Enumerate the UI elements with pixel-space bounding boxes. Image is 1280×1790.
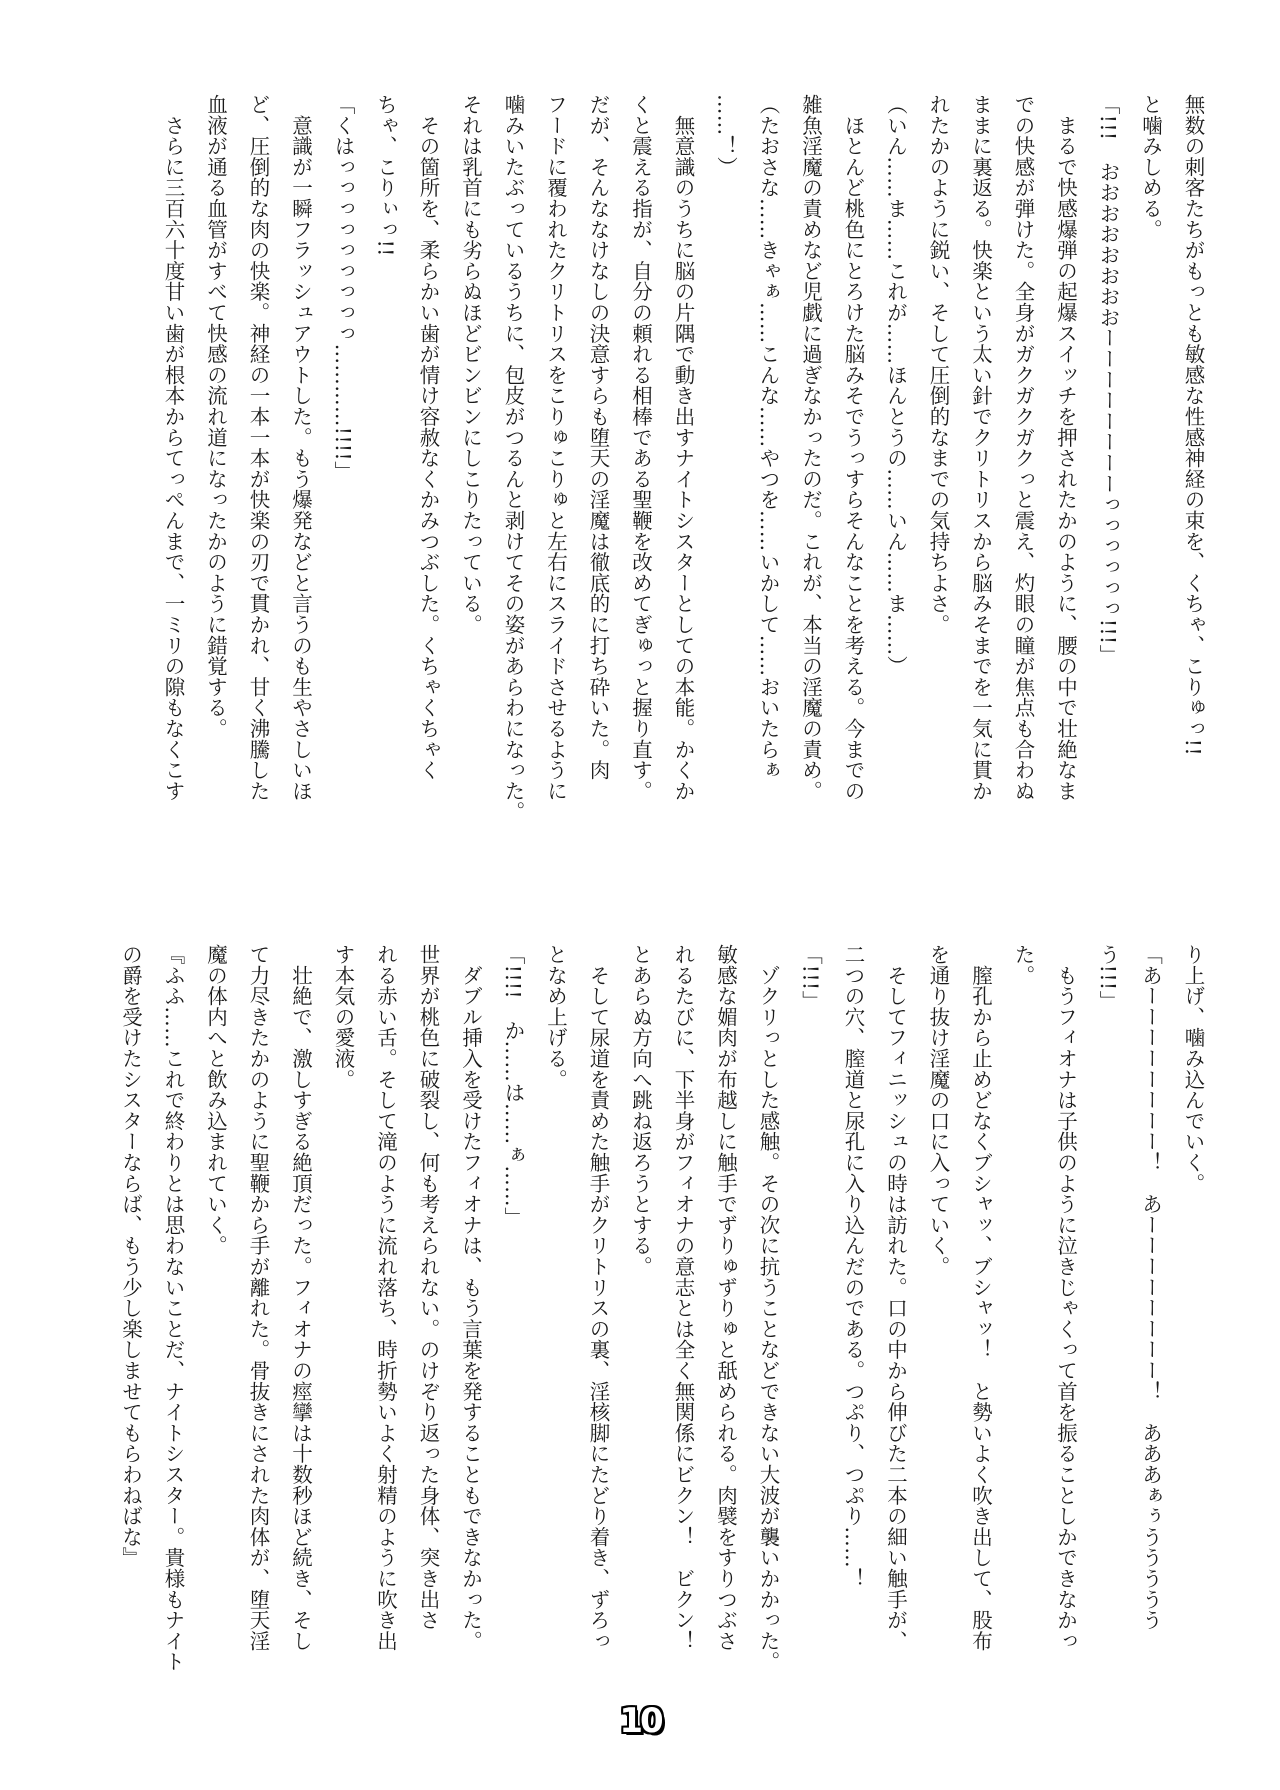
text-line: 敏感な媚肉が布越しに触手でずりゅずりゅと舐められる。肉襞をすりつぶさ [713,944,738,1652]
text-line: 「くはっっっっっっっっっ…………!!!!」 [331,94,355,482]
text-line: て力尽きたかのように聖鞭から手が離れた。骨抜きにされた肉体が、堕天淫 [246,944,270,1652]
text-line: 噛みいたぶっているうちに、包皮がつるんと剥けてその姿があらわになった。 [501,94,525,822]
text-line: 無意識のうちに脳の片隅で動き出すナイトシスターとしての本能。かくか [671,94,695,802]
text-line: 「!!!! か……は……ぁ……」 [501,944,525,1228]
text-line: ど、圧倒的な肉の快楽。神経の一本一本が快楽の刃で貫かれ、甘く沸騰した [246,94,270,802]
text-line: 魔の体内へと飲み込まれていく。 [203,944,228,1256]
text-line: ゾクリっとした感触。その次に抗うことなどできない大波が襲いかかった。 [756,944,780,1672]
text-line: ちゃ、こりぃっ!! [373,94,398,257]
text-line: ままに裏返る。快楽という太い針でクリトリスから脳みそまでを一気に貫か [968,94,993,802]
text-line: フードに覆われたクリトリスをこりゅこりゅと左右にスライドさせるように [543,94,568,802]
text-line: た。 [1011,944,1035,986]
text-line: ほとんど桃色にとろけた脳みそでうっすらそんなことを考える。今までの [841,94,865,802]
text-line: 「!!!」 [798,944,823,1012]
text-line: 「!!! おおおおおおおおーーーーーーーーっっっっっっ!!!」 [1096,94,1120,666]
text-line: 世界が桃色に破裂し、何も考えられない。のけぞり返った身体、突き出さ [416,944,440,1631]
text-line: 『ふふ……これで終わりとは思わないことだ、ナイトシスター。貴様もナイト [161,944,185,1672]
text-line: 雑魚淫魔の責めなど児戯に過ぎなかったのだ。これが、本当の淫魔の責め。 [798,94,823,802]
text-line: その箇所を、柔らかい歯が情け容赦なくかみつぶした。くちゃくちゃく [416,94,440,781]
text-line: れたかのように鋭い、そして圧倒的なまでの気持ちよさ。 [926,94,950,635]
text-line: となめ上げる。 [543,944,568,1090]
text-line: それは乳首にも劣らぬほどビンビンにしこりたっている。 [458,94,483,635]
text-line: だが、そんななけなしの決意すらも堕天の淫魔は徹底的に打ち砕いた。肉 [586,94,610,781]
text-line: さらに三百六十度甘い歯が根本からてっぺんまで、一ミリの隙もなくこす [161,94,185,802]
page-number: 10 [619,1701,661,1741]
text-block-top [84,94,1214,864]
text-line: ダブル挿入を受けたフィオナは、もう言葉を発することもできなかった。 [458,944,483,1652]
text-line: れる赤い舌。そして滝のように流れ落ち、時折勢いよく射精のように吹き出 [373,944,398,1652]
text-line: と噛みしめる。 [1138,94,1163,240]
text-line: 壮絶で、激しすぎる絶頂だった。フィオナの痙攣は十数秒ほど続き、そし [288,944,313,1652]
text-line: そしてフィニッシュの時は訪れた。口の中から伸びた二本の細い触手が、 [883,944,908,1652]
text-block-bottom [84,944,1214,1684]
text-line: そして尿道を責めた触手がクリトリスの裏、淫核脚にたどり着き、ずろっ [586,944,610,1652]
text-line: （たおさな……きゃぁ……こんな……やつを……いかして……おいたらぁ [756,94,780,781]
text-line: 二つの穴、膣道と尿孔に入り込んだのである。つぷり、つぷり……！ [841,944,865,1589]
text-line: もうフィオナは子供のように泣きじゃくって首を振ることしかできなかっ [1053,944,1078,1652]
text-line: の爵を受けたシスターならば、もう少し楽しませてもらわねばな』 [118,944,143,1568]
text-line: （いん……ま……これが……ほんとうの……いん……ま……） [883,94,908,677]
text-line: での快感が弾けた。全身がガクガクガクっと震え、灼眼の瞳が焦点も合わぬ [1011,94,1035,802]
text-line: 血液が通る血管がすべて快感の流れ道になったかのように錯覚する。 [203,94,228,739]
text-line: す本気の愛液。 [331,944,355,1090]
text-line: れるたびに、下半身がフィオナの意志とは全く無関係にビクン！ ビクン！ [671,944,695,1652]
text-line: を通り抜け淫魔の口に入っていく。 [926,944,950,1277]
text-line: 無数の刺客たちがもっとも敏感な性感神経の束を、くちゃ、こりゅっ!! [1181,94,1205,756]
text-line: 意識が一瞬フラッシュアウトした。もう爆発などと言うのも生やさしいほ [288,94,313,802]
text-line: 「あーーーーーーーー！ あーーーーーーーー！ あああぁぅうううううう!!!」 [1096,944,1163,1631]
text-line: り上げ、噛み込んでいく。 [1181,944,1205,1194]
text-line: くと震える指が、自分の頼れる相棒である聖鞭を改めてぎゅっと握り直す。 [628,94,653,802]
text-line: まるで快感爆弾の起爆スイッチを押されたかのように、腰の中で壮絶なま [1053,94,1078,802]
text-line: ……！） [713,94,738,178]
text-line: 膣孔から止めどなくブシャッ、ブシャッ！ と勢いよく吹き出して、股布 [968,944,993,1652]
text-line: とあらぬ方向へ跳ね返ろうとする。 [628,944,653,1277]
